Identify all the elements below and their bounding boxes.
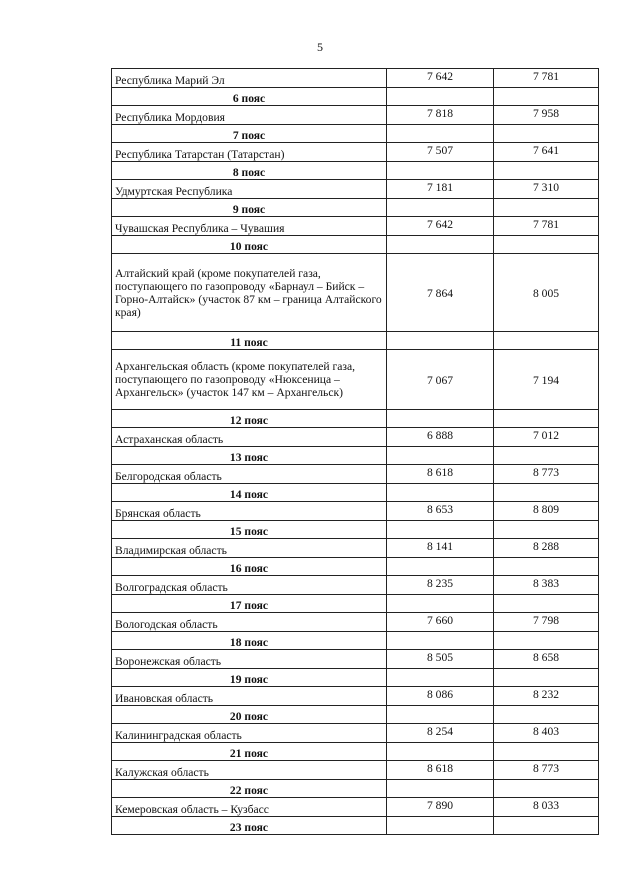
price-value-1: 7 818 <box>387 106 494 125</box>
empty-cell <box>494 332 599 350</box>
zone-header-row <box>112 410 599 428</box>
zone-label: 19 пояс <box>112 669 387 687</box>
empty-cell <box>387 558 494 576</box>
price-value-2: 7 012 <box>494 428 599 447</box>
price-value-1: 7 181 <box>387 180 494 199</box>
table-row <box>112 180 599 199</box>
empty-cell <box>387 669 494 687</box>
zone-header-row <box>112 236 599 254</box>
price-value-1: 7 642 <box>387 217 494 236</box>
empty-cell <box>387 743 494 761</box>
zone-label: 14 пояс <box>112 484 387 502</box>
region-name: Архангельская область (кроме покупателей газа, поступающего по газопроводу «Нюксеница – Архангельск» (участок 147 км – Архангельск) <box>112 350 387 410</box>
zone-label: 12 пояс <box>112 410 387 428</box>
region-name: Калужская область <box>112 761 387 780</box>
empty-cell <box>387 780 494 798</box>
empty-cell <box>494 595 599 613</box>
zone-label: 22 пояс <box>112 780 387 798</box>
price-value-1: 8 618 <box>387 465 494 484</box>
empty-cell <box>494 743 599 761</box>
empty-cell <box>387 332 494 350</box>
price-value-1: 7 660 <box>387 613 494 632</box>
price-value-2: 7 781 <box>494 69 599 88</box>
tariff-table-body <box>112 69 599 835</box>
zone-label: 17 пояс <box>112 595 387 613</box>
price-value-1: 6 888 <box>387 428 494 447</box>
table-row <box>112 798 599 817</box>
table-row <box>112 69 599 88</box>
empty-cell <box>387 595 494 613</box>
table-row <box>112 502 599 521</box>
zone-header-row <box>112 125 599 143</box>
region-name: Калининградская область <box>112 724 387 743</box>
price-value-2: 8 773 <box>494 761 599 780</box>
zone-header-row <box>112 632 599 650</box>
empty-cell <box>494 447 599 465</box>
empty-cell <box>494 706 599 724</box>
zone-header-row <box>112 484 599 502</box>
price-value-2: 7 781 <box>494 217 599 236</box>
price-value-2: 8 658 <box>494 650 599 669</box>
price-value-2: 8 005 <box>494 254 599 332</box>
empty-cell <box>494 410 599 428</box>
price-value-2: 8 773 <box>494 465 599 484</box>
region-name: Кемеровская область – Кузбасс <box>112 798 387 817</box>
empty-cell <box>494 484 599 502</box>
table-row <box>112 428 599 447</box>
zone-header-row <box>112 780 599 798</box>
region-name: Владимирская область <box>112 539 387 558</box>
empty-cell <box>387 88 494 106</box>
zone-header-row <box>112 162 599 180</box>
price-value-2: 8 809 <box>494 502 599 521</box>
empty-cell <box>387 236 494 254</box>
empty-cell <box>494 199 599 217</box>
zone-label: 8 пояс <box>112 162 387 180</box>
zone-label: 6 пояс <box>112 88 387 106</box>
zone-label: 23 пояс <box>112 817 387 835</box>
region-name: Республика Татарстан (Татарстан) <box>112 143 387 162</box>
price-value-2: 7 194 <box>494 350 599 410</box>
table-row <box>112 613 599 632</box>
zone-label: 16 пояс <box>112 558 387 576</box>
region-name: Удмуртская Республика <box>112 180 387 199</box>
region-name: Республика Марий Эл <box>112 69 387 88</box>
price-value-2: 8 288 <box>494 539 599 558</box>
table-row <box>112 106 599 125</box>
empty-cell <box>387 521 494 539</box>
zone-header-row <box>112 669 599 687</box>
empty-cell <box>494 125 599 143</box>
price-value-2: 8 403 <box>494 724 599 743</box>
empty-cell <box>494 88 599 106</box>
table-row <box>112 350 599 410</box>
price-value-1: 8 254 <box>387 724 494 743</box>
price-value-2: 7 310 <box>494 180 599 199</box>
region-name: Алтайский край (кроме покупателей газа, поступающего по газопроводу «Барнаул – Бийск – Горно-Алтайск» (участок 87 км – граница Алтайского края) <box>112 254 387 332</box>
price-value-1: 7 067 <box>387 350 494 410</box>
zone-header-row <box>112 521 599 539</box>
empty-cell <box>387 162 494 180</box>
zone-header-row <box>112 332 599 350</box>
price-value-2: 8 383 <box>494 576 599 595</box>
table-row <box>112 687 599 706</box>
zone-header-row <box>112 558 599 576</box>
zone-header-row <box>112 88 599 106</box>
page-number: 5 <box>317 40 323 54</box>
empty-cell <box>494 162 599 180</box>
price-value-1: 7 864 <box>387 254 494 332</box>
price-value-1: 8 086 <box>387 687 494 706</box>
zone-label: 21 пояс <box>112 743 387 761</box>
empty-cell <box>387 632 494 650</box>
price-value-1: 8 653 <box>387 502 494 521</box>
zone-header-row <box>112 595 599 613</box>
table-row <box>112 576 599 595</box>
zone-label: 13 пояс <box>112 447 387 465</box>
zone-label: 18 пояс <box>112 632 387 650</box>
empty-cell <box>387 706 494 724</box>
price-value-1: 7 642 <box>387 69 494 88</box>
empty-cell <box>387 199 494 217</box>
table-row <box>112 650 599 669</box>
price-value-2: 7 798 <box>494 613 599 632</box>
empty-cell <box>494 236 599 254</box>
empty-cell <box>494 669 599 687</box>
region-name: Белгородская область <box>112 465 387 484</box>
zone-header-row <box>112 199 599 217</box>
empty-cell <box>387 447 494 465</box>
table-row <box>112 217 599 236</box>
region-name: Чувашская Республика – Чувашия <box>112 217 387 236</box>
zone-header-row <box>112 817 599 835</box>
zone-header-row <box>112 706 599 724</box>
price-value-2: 8 232 <box>494 687 599 706</box>
zone-label: 9 пояс <box>112 199 387 217</box>
tariff-table <box>111 68 599 835</box>
empty-cell <box>494 632 599 650</box>
zone-label: 11 пояс <box>112 332 387 350</box>
empty-cell <box>387 125 494 143</box>
table-row <box>112 724 599 743</box>
price-value-2: 7 641 <box>494 143 599 162</box>
price-value-2: 7 958 <box>494 106 599 125</box>
region-name: Астраханская область <box>112 428 387 447</box>
empty-cell <box>494 558 599 576</box>
table-row <box>112 539 599 558</box>
price-value-1: 7 507 <box>387 143 494 162</box>
region-name: Республика Мордовия <box>112 106 387 125</box>
zone-header-row <box>112 743 599 761</box>
price-value-1: 8 618 <box>387 761 494 780</box>
table-row <box>112 254 599 332</box>
price-value-1: 7 890 <box>387 798 494 817</box>
zone-label: 15 пояс <box>112 521 387 539</box>
price-value-1: 8 141 <box>387 539 494 558</box>
empty-cell <box>494 817 599 835</box>
table-row <box>112 465 599 484</box>
region-name: Воронежская область <box>112 650 387 669</box>
empty-cell <box>387 484 494 502</box>
zone-header-row <box>112 447 599 465</box>
price-value-2: 8 033 <box>494 798 599 817</box>
empty-cell <box>387 410 494 428</box>
zone-label: 7 пояс <box>112 125 387 143</box>
empty-cell <box>494 780 599 798</box>
empty-cell <box>494 521 599 539</box>
zone-label: 10 пояс <box>112 236 387 254</box>
price-value-1: 8 235 <box>387 576 494 595</box>
empty-cell <box>387 817 494 835</box>
price-value-1: 8 505 <box>387 650 494 669</box>
table-row <box>112 143 599 162</box>
region-name: Брянская область <box>112 502 387 521</box>
table-row <box>112 761 599 780</box>
region-name: Волгоградская область <box>112 576 387 595</box>
region-name: Вологодская область <box>112 613 387 632</box>
zone-label: 20 пояс <box>112 706 387 724</box>
region-name: Ивановская область <box>112 687 387 706</box>
